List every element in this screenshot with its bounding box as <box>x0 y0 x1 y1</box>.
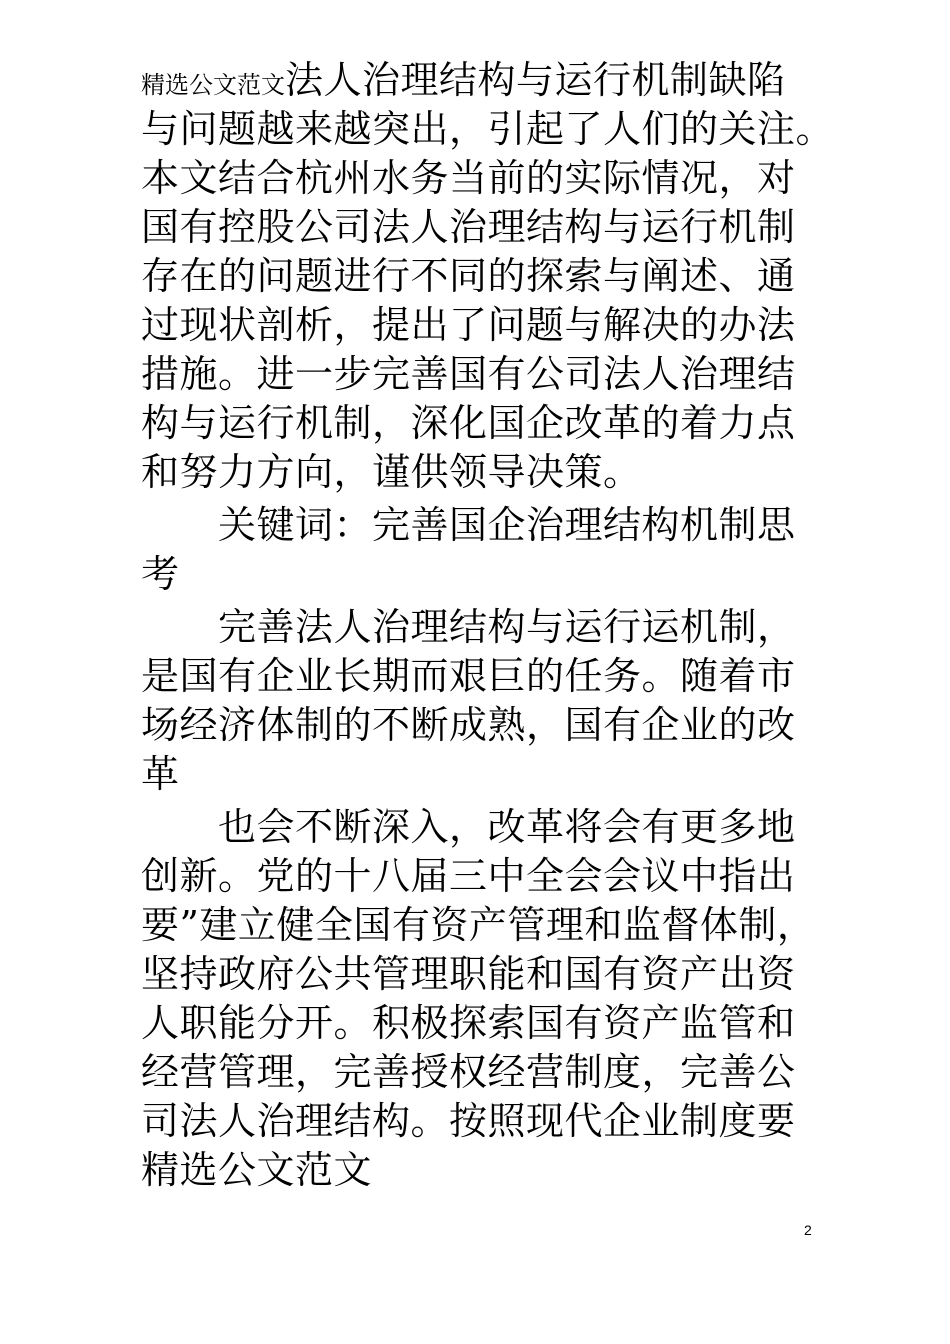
paragraph-text: 法人治理结构与运行机制缺陷 <box>285 58 786 102</box>
text-line-3: 本文结合杭州水务当前的实际情况，对 <box>141 156 796 200</box>
page-number: 2 <box>804 1222 812 1238</box>
paragraph-start: 也会不断深入，改革将会有更多地 <box>218 805 796 849</box>
text-line-21: 经营管理，完善授权经营制度，完善公 <box>141 1050 796 1094</box>
text-line-19: 坚持政府公共管理职能和国有资产出资 <box>141 952 796 996</box>
text-line-4: 国有控股公司法人治理结构与运行机制 <box>141 205 796 249</box>
header-watermark: 精选公文范文 <box>141 71 285 99</box>
text-line-8: 构与运行机制，深化国企改革的着力点 <box>141 401 796 445</box>
text-line-22: 司法人治理结构。按照现代企业制度要 <box>141 1099 796 1143</box>
text-line-7: 措施。进一步完善国有公司法人治理结 <box>141 352 796 396</box>
text-line-5: 存在的问题进行不同的探索与阐述、通 <box>141 254 796 298</box>
text-line-20: 人职能分开。积极探索国有资产监管和 <box>141 1001 796 1045</box>
paragraph-start: 完善法人治理结构与运行运机制， <box>218 605 796 649</box>
text-line-18: 要”建立健全国有资产管理和监督体制， <box>141 903 816 947</box>
keywords-line: 关键词：完善国企治理结构机制思 <box>218 503 796 547</box>
text-line-2: 与问题越来越突出，引起了人们的关注。 <box>141 107 835 151</box>
text-line-17: 创新。党的十八届三中全会会议中指出 <box>141 854 796 898</box>
text-line-6: 过现状剖析，提出了问题与解决的办法 <box>141 303 796 347</box>
text-line-9: 和努力方向，谨供领导决策。 <box>141 450 642 494</box>
footer-watermark: 精选公文范文 <box>141 1148 373 1192</box>
text-line-14: 场经济体制的不断成熟，国有企业的改 <box>141 703 796 747</box>
text-line-1 <box>141 55 786 105</box>
text-line-11: 考 <box>141 552 180 596</box>
text-line-15: 革 <box>141 752 180 796</box>
text-line-13: 是国有企业长期而艰巨的任务。随着市 <box>141 654 796 698</box>
